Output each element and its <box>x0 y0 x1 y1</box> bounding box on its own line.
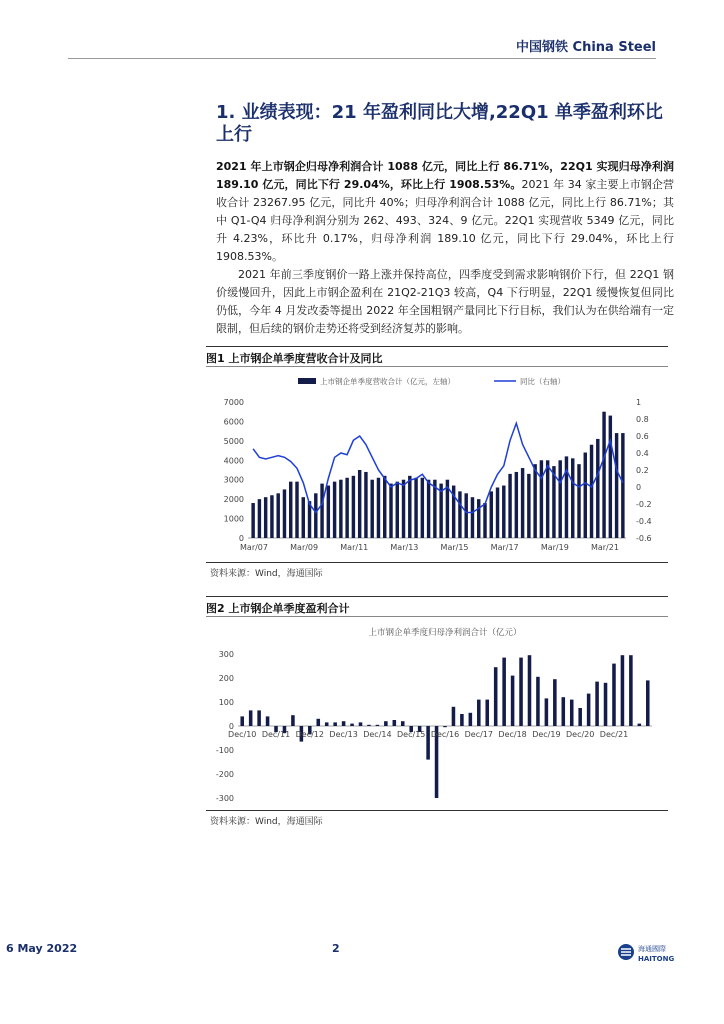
footer-date: 6 May 2022 <box>6 942 78 955</box>
profit-bar <box>240 716 244 726</box>
figure1-title: 图1 上市钢企单季度营收合计及同比 <box>206 352 383 365</box>
revenue-bar <box>483 503 486 538</box>
y2-tick-label: 0.4 <box>636 449 649 458</box>
logo-cn-text: 海通國際 <box>638 945 666 953</box>
y-tick-label: 4000 <box>223 456 244 466</box>
y-tick-label: 6000 <box>223 417 244 427</box>
y2-tick-label: -0.4 <box>636 517 652 526</box>
revenue-bar <box>408 476 411 538</box>
y-tick-label: 200 <box>218 674 234 683</box>
revenue-bar <box>414 478 417 538</box>
revenue-bar <box>358 470 361 538</box>
revenue-bar <box>383 476 386 538</box>
revenue-bar <box>283 489 286 538</box>
x-tick-label: Dec/16 <box>430 730 460 739</box>
y-tick-label: 3000 <box>223 475 244 485</box>
x-tick-label: Mar/21 <box>590 543 619 552</box>
profit-bar <box>502 658 506 726</box>
profit-bar <box>545 698 549 726</box>
page-number: 2 <box>332 942 340 955</box>
revenue-bar <box>389 484 392 538</box>
figure1-title-rule <box>206 366 668 367</box>
profit-bar <box>367 725 371 726</box>
revenue-bar <box>602 412 605 538</box>
profit-bar <box>350 724 354 726</box>
revenue-bar <box>276 493 279 538</box>
chart-title: 上市钢企单季度归母净利润合计（亿元） <box>368 628 522 638</box>
x-tick-label: Dec/13 <box>329 730 358 739</box>
profit-bar <box>426 726 430 760</box>
revenue-bar <box>352 476 355 538</box>
figure2-title-rule <box>206 616 668 617</box>
revenue-bar <box>320 484 323 538</box>
figure1-top-rule <box>206 346 668 347</box>
x-tick-label: Dec/10 <box>228 730 257 739</box>
x-tick-label: Dec/19 <box>532 730 561 739</box>
profit-bar <box>646 680 650 726</box>
section-title: 1. 业绩表现：21 年盈利同比大增,22Q1 单季盈利环比上行 <box>216 102 663 145</box>
y2-tick-label: -0.2 <box>636 500 652 509</box>
revenue-bar <box>327 486 330 538</box>
haitong-logo <box>616 940 676 968</box>
y-tick-label: 5000 <box>223 436 244 446</box>
x-tick-label: Mar/15 <box>440 543 469 552</box>
figure1-chart <box>206 370 668 560</box>
revenue-bar <box>370 480 373 538</box>
x-tick-label: Mar/13 <box>390 543 419 552</box>
header-divider <box>68 58 656 59</box>
x-tick-label: Dec/15 <box>397 730 426 739</box>
header-title: 中国钢铁 China Steel <box>516 40 656 55</box>
revenue-bar <box>508 474 511 538</box>
revenue-bar <box>533 464 536 538</box>
revenue-bar <box>345 478 348 538</box>
y-tick-label: 0 <box>228 722 234 731</box>
revenue-bar <box>540 460 543 538</box>
revenue-bar <box>289 482 292 538</box>
figure1-bottom-rule <box>206 562 668 563</box>
x-tick-label: Dec/20 <box>566 730 595 739</box>
revenue-bar <box>577 464 580 538</box>
revenue-bar <box>584 453 587 538</box>
revenue-bar <box>264 497 267 538</box>
profit-bar <box>638 724 642 726</box>
y-tick-label: -300 <box>215 794 234 803</box>
figure2-top-rule <box>206 596 668 597</box>
legend-line-label: 同比（右轴） <box>520 377 565 386</box>
profit-bar <box>266 716 270 726</box>
revenue-bar <box>477 499 480 538</box>
profit-bar <box>612 664 616 726</box>
profit-bar <box>384 721 388 726</box>
y-tick-label: 300 <box>218 650 234 659</box>
profit-bar <box>536 677 540 726</box>
revenue-bar <box>295 482 298 538</box>
y-tick-label: 0 <box>238 534 244 543</box>
profit-bar <box>325 722 329 726</box>
revenue-bar <box>339 480 342 538</box>
profit-bar <box>629 655 633 726</box>
profit-bar <box>359 722 363 726</box>
y2-tick-label: 0 <box>636 483 642 492</box>
revenue-bar <box>458 491 461 538</box>
x-tick-label: Dec/11 <box>261 730 291 739</box>
y2-tick-label: 0.6 <box>636 432 649 441</box>
revenue-bar <box>590 445 593 538</box>
revenue-bar <box>364 472 367 538</box>
x-tick-label: Dec/21 <box>599 730 629 739</box>
legend-bar-swatch <box>298 378 316 384</box>
profit-bar <box>621 655 625 726</box>
profit-bar <box>595 682 599 726</box>
x-tick-label: Dec/17 <box>464 730 493 739</box>
figure1-source: 资料来源：Wind，海通国际 <box>210 569 323 579</box>
y2-tick-label: -0.6 <box>636 534 652 543</box>
revenue-bar <box>471 497 474 538</box>
x-tick-label: Dec/14 <box>363 730 392 739</box>
y2-tick-label: 0.2 <box>636 466 649 475</box>
haitong-logo-icon <box>616 940 676 968</box>
profit-bar <box>376 725 380 726</box>
revenue-bar <box>571 458 574 538</box>
revenue-bar <box>302 497 305 538</box>
x-tick-label: Mar/07 <box>240 543 268 552</box>
revenue-bar <box>490 491 493 538</box>
revenue-bar <box>377 478 380 538</box>
x-tick-label: Mar/17 <box>490 543 519 552</box>
profit-bar <box>570 700 574 726</box>
revenue-bar <box>421 478 424 538</box>
x-tick-label: Dec/18 <box>498 730 527 739</box>
revenue-bar <box>502 486 505 538</box>
figure2-source: 资料来源：Wind，海通国际 <box>210 817 323 827</box>
figure2-chart <box>206 620 668 810</box>
figure2-bottom-rule <box>206 810 668 811</box>
y-tick-label: 2000 <box>223 495 244 505</box>
y-tick-label: 7000 <box>223 398 244 407</box>
profit-bar <box>257 710 261 726</box>
profit-bar <box>401 721 405 726</box>
y2-tick-label: 0.8 <box>636 415 649 424</box>
revenue-bar <box>527 474 530 538</box>
x-tick-label: Dec/12 <box>295 730 324 739</box>
profit-bar <box>333 722 337 726</box>
y-tick-label: 1000 <box>223 514 244 524</box>
revenue-bar <box>546 460 549 538</box>
y-tick-label: 100 <box>218 698 234 707</box>
revenue-bar <box>314 493 317 538</box>
profit-bar <box>494 667 498 726</box>
profit-bar <box>553 679 557 726</box>
profit-bar <box>587 694 591 726</box>
revenue-bar <box>333 482 336 538</box>
revenue-bar <box>427 480 430 538</box>
profit-bar <box>452 707 456 726</box>
profit-bar <box>519 658 523 726</box>
revenue-bar <box>515 472 518 538</box>
revenue-bar <box>615 433 618 538</box>
x-tick-label: Mar/19 <box>540 543 569 552</box>
revenue-bar <box>609 416 612 538</box>
profit-bar <box>562 697 566 726</box>
profit-bar <box>291 715 295 726</box>
profit-bar <box>528 655 532 726</box>
revenue-bar <box>558 460 561 538</box>
profit-bar <box>469 713 473 726</box>
x-tick-label: Mar/09 <box>290 543 319 552</box>
revenue-bar <box>521 468 524 538</box>
profit-bar <box>578 708 582 726</box>
revenue-bar <box>258 499 261 538</box>
profit-bar <box>393 720 397 726</box>
paragraph-2: 2021 年前三季度钢价一路上涨并保持高位，四季度受到需求影响钢价下行，但 22Q1 钢价缓慢回升，因此上市钢企盈利在 21Q2-21Q3 较高，Q4 下行明显，22Q1 缓慢恢复但同比仍低，今年 4 月发改委等提出 2022 年全国粗钢产量同比下行目标，我们认为在供给端有一定限制，但后续的钢价走势还将受到经济复苏的影响。 <box>216 268 674 335</box>
profit-bar <box>249 710 253 726</box>
revenue-bar <box>402 480 405 538</box>
profit-bar <box>485 700 489 726</box>
revenue-bar <box>270 495 273 538</box>
profit-bar <box>604 683 608 726</box>
profit-bar <box>477 700 481 726</box>
y2-tick-label: 1 <box>636 398 642 407</box>
profit-bar <box>460 714 464 726</box>
profit-bar <box>443 726 447 727</box>
profit-bar <box>342 721 346 726</box>
x-tick-label: Mar/11 <box>340 543 369 552</box>
revenue-bar <box>251 503 254 538</box>
profit-bar <box>316 719 320 726</box>
figure2-title: 图2 上市钢企单季度盈利合计 <box>206 602 350 615</box>
legend-bar-label: 上市钢企单季度营收合计（亿元，左轴） <box>320 377 455 386</box>
y-tick-label: -200 <box>215 770 234 779</box>
y-tick-label: -100 <box>215 746 234 755</box>
revenue-bar <box>596 439 599 538</box>
paragraph-1-normal: 2021 年 34 家主要上市钢企营收合计 23267.95 亿元，同比升 40%；归母净利润合计 1088 亿元，同比上行 86.71%；其中 Q1-Q4 归母净利润分别为 262、493、324、9 亿元。22Q1 实现营收 5349 亿元，同比升 4.23%，环比升 0.17%，归母净利润 189.10 亿元，同比下行 29.04%，环比上行 1908.53%。 <box>216 178 674 263</box>
paragraph-1 <box>216 158 674 266</box>
paragraph-1-bold: 2021 年上市钢企归母净利润合计 1088 亿元，同比上行 86.71%，22Q1 实现归母净利润 189.10 亿元，同比下行 29.04%，环比上行 1908.53%。 <box>216 160 674 191</box>
logo-en-text: HAITONG <box>638 955 675 963</box>
profit-bar <box>511 676 515 726</box>
revenue-bar <box>396 482 399 538</box>
revenue-bar <box>464 493 467 538</box>
revenue-bar <box>496 487 499 538</box>
revenue-bar <box>621 433 624 538</box>
